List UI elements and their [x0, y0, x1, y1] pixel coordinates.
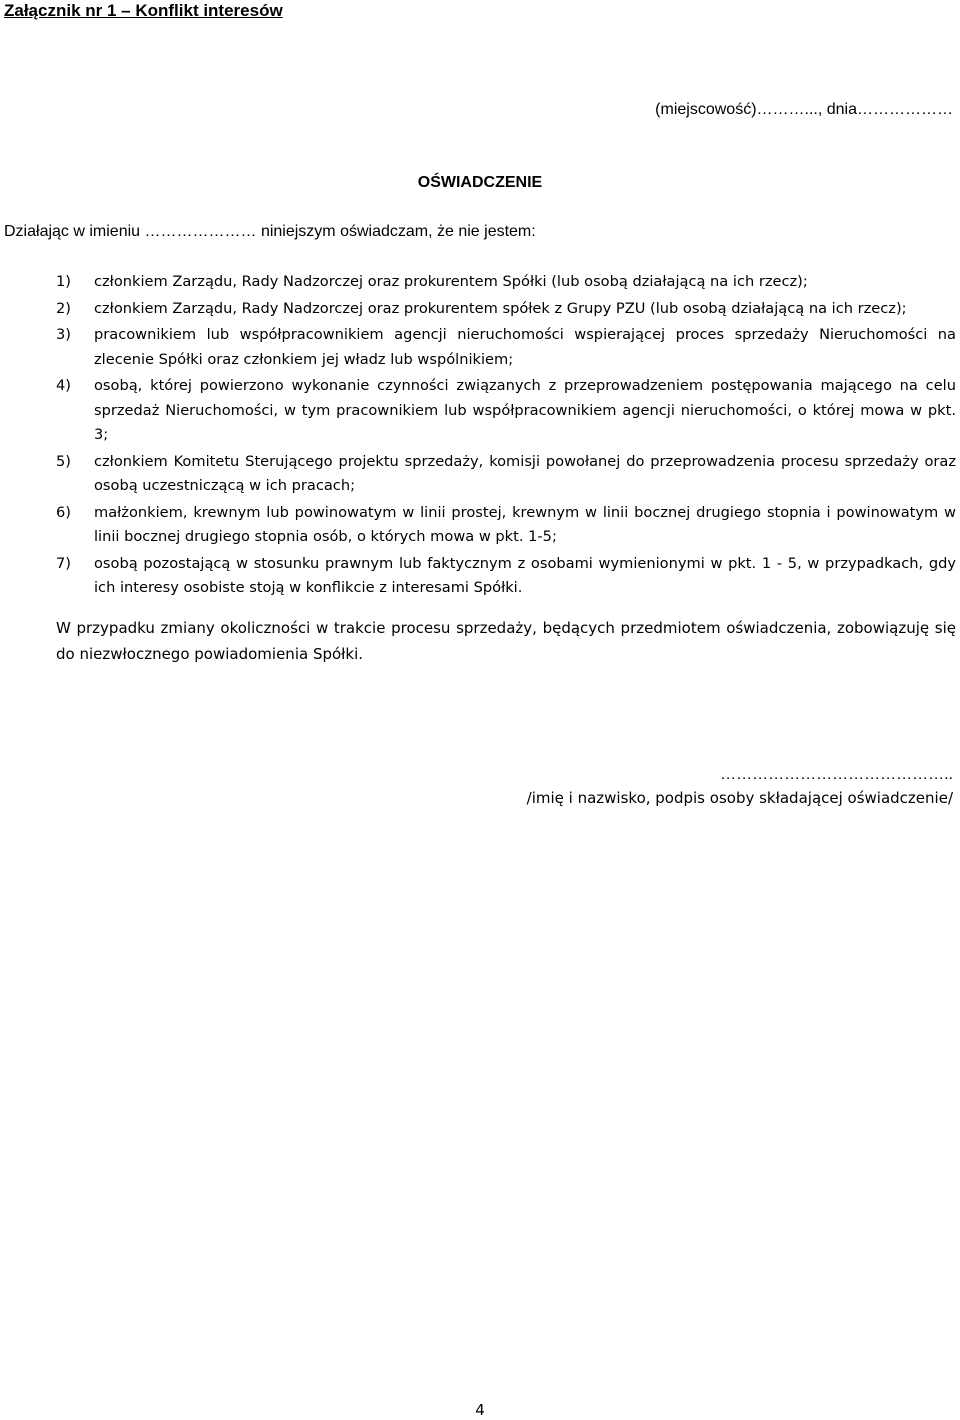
attachment-title: Załącznik nr 1 – Konflikt interesów: [4, 1, 283, 20]
item-text: członkiem Zarządu, Rady Nadzorczej oraz prokurentem spółek z Grupy PZU (lub osobą działającą na ich rzecz);: [94, 299, 907, 317]
list-item: [56, 552, 956, 601]
place-date-line: (miejscowość)………..., dnia………………: [655, 101, 953, 118]
page-number: 4: [475, 1401, 485, 1419]
item-text: pracownikiem lub współpracownikiem agencji nieruchomości wspierającej proces sprzedaży Nieruchomości na zlecenie Spółki oraz członkiem jej władz lub wspólnikiem;: [94, 326, 956, 368]
item-number: 7): [56, 554, 71, 572]
item-text: małżonkiem, krewnym lub powinowatym w linii prostej, krewnym w linii bocznej drugiego stopnia i powinowatym w linii bocznej drugiego stopnia osób, o których mowa w pkt. 1-5;: [94, 503, 956, 545]
signature-caption: /imię i nazwisko, podpis osoby składającej oświadczenie/: [526, 789, 953, 807]
list-item: [56, 501, 956, 550]
declaration-items-list: [56, 270, 956, 603]
item-text: członkiem Zarządu, Rady Nadzorczej oraz prokurentem Spółki (lub osobą działającą na ich rzecz);: [94, 273, 808, 290]
list-item: [56, 374, 956, 448]
list-item: [56, 270, 956, 295]
list-item: [56, 323, 956, 372]
list-item: [56, 297, 956, 322]
item-number: 4): [56, 377, 71, 394]
declaration-intro: Działając w imieniu ………………… niniejszym oświadczam, że nie jestem:: [4, 223, 536, 240]
signature-line: ……………………………………..: [720, 766, 953, 783]
document-title: OŚWIADCZENIE: [417, 174, 543, 191]
item-number: 6): [56, 503, 71, 521]
item-number: 1): [56, 273, 71, 290]
item-number: 5): [56, 452, 71, 470]
closing-paragraph: W przypadku zmiany okoliczności w trakcie procesu sprzedaży, będących przedmiotem oświadczenia, zobowiązuję się do niezwłocznego powiadomienia Spółki.: [56, 619, 956, 663]
item-number: 2): [56, 299, 71, 317]
item-text: członkiem Komitetu Sterującego projektu sprzedaży, komisji powołanej do przeprowadzenia procesu sprzedaży oraz osobą uczestniczącą w ich pracach;: [94, 452, 956, 494]
item-text: osobą, której powierzono wykonanie czynności związanych z przeprowadzeniem postępowania mającego na celu sprzedaż Nieruchomości, w tym pracownikiem lub współpracownikiem agencji nieruchomości, o której mowa w pkt. 3;: [94, 377, 956, 443]
item-number: 3): [56, 326, 71, 343]
item-text: osobą pozostającą w stosunku prawnym lub faktycznym z osobami wymienionymi w pkt. 1 - 5, w przypadkach, gdy ich interesy osobiste stoją w konflikcie z interesami Spółki.: [94, 554, 956, 596]
list-item: [56, 450, 956, 499]
